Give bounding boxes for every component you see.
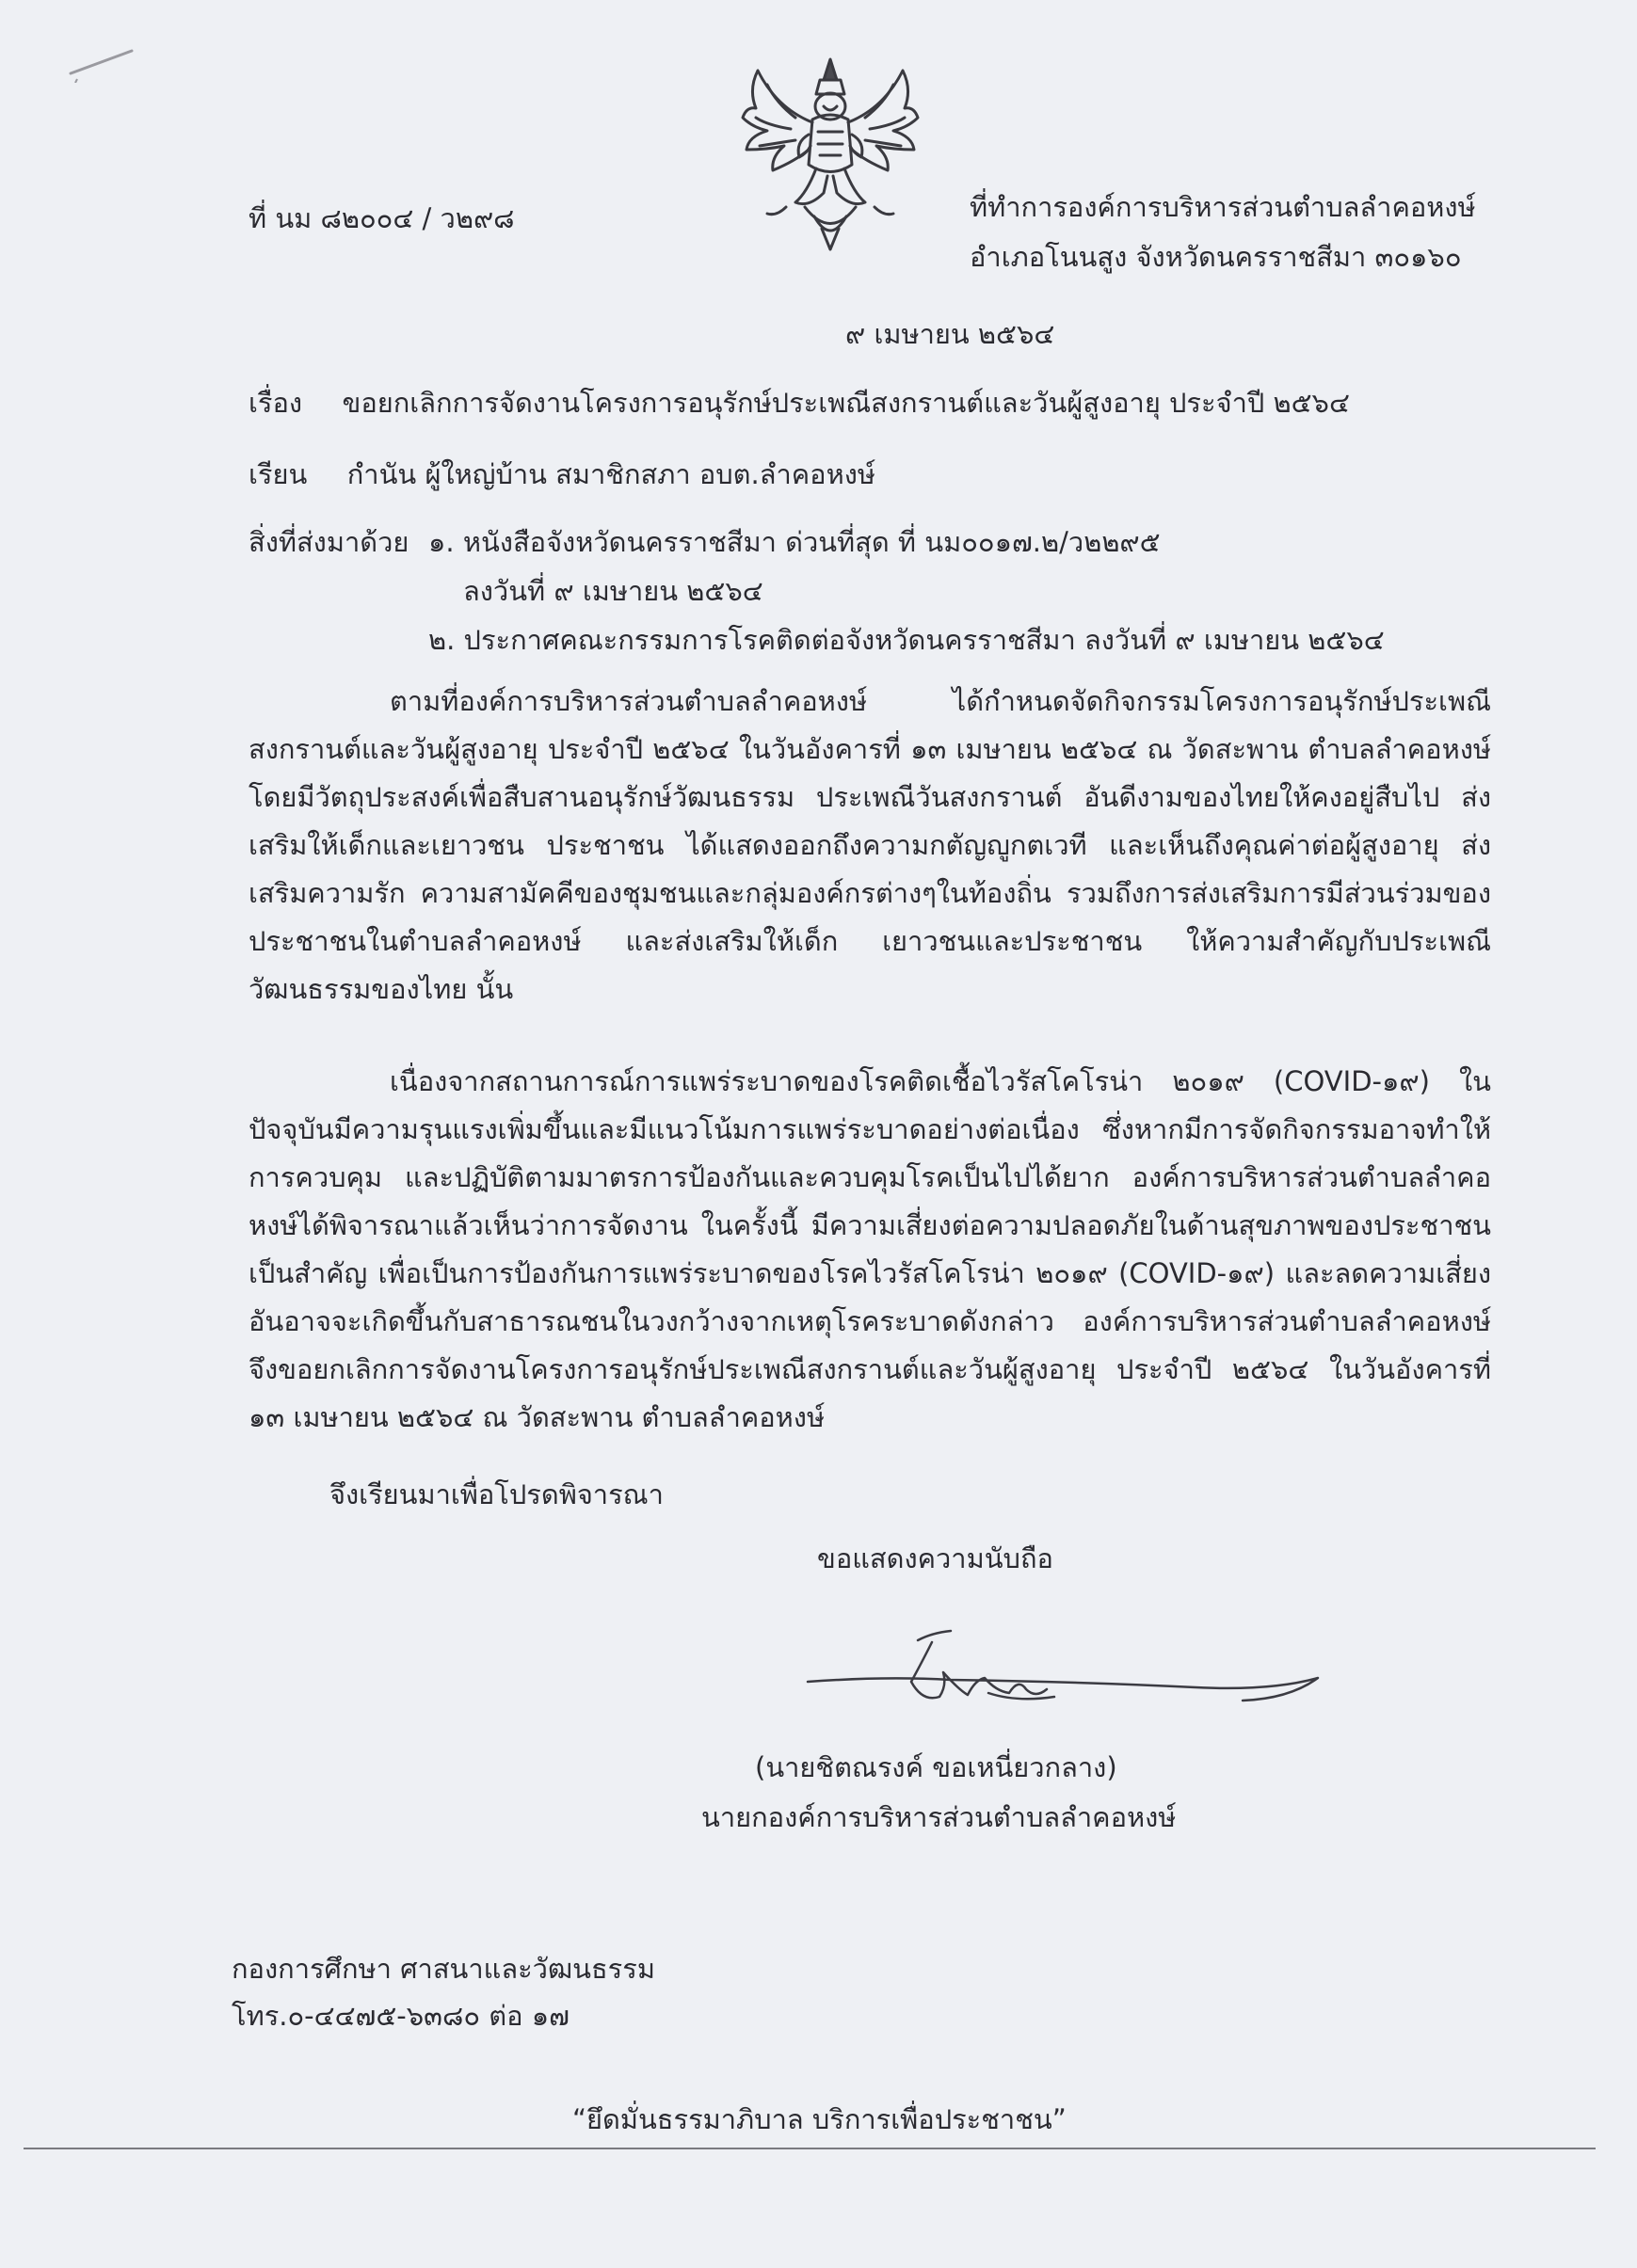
paragraph-1-text: ตามที่องค์การบริหารส่วนตำบลลำคอหงษ์ ได้กำหนดจัดกิจกรรมโครงการอนุรักษ์ประเพณีสงกรานต์และวันผู้สูงอายุ ประจำปี ๒๕๖๔ ในวันอังคารที่ ๑๓ เมษายน ๒๕๖๔ ณ วัดสะพาน ตำบลลำคอหงษ์ โดยมีวัตถุประสงค์เพื่อสืบสานอนุรักษ์วัฒนธรรม ประเพณีวันสงกรานต์ อันดีงามของไทยให้คงอยู่สืบไป ส่งเสริมให้เด็กและเยาวชน ประชาชน ได้แสดงออกถึงความกตัญญูกตเวที และเห็นถึงคุณค่าต่อผู้สูงอายุ ส่งเสริมความรัก ความสามัคคีของชุมชนและกลุ่มองค์กรต่างๆในท้องถิ่น รวมถึงการส่งเสริมการมีส่วนร่วมของประชาชนในตำบลลำคอหงษ์ และส่งเสริมให้เด็ก เยาวชนและประชาชน ให้ความสำคัญกับประเพณี วัฒนธรรมของไทย นั้น <box>249 685 1491 1005</box>
division-name: กองการศึกษา ศาสนาและวัฒนธรรม <box>232 1953 655 1985</box>
paragraph-2-text: เนื่องจากสถานการณ์การแพร่ระบาดของโรคติดเชื้อไวรัสโคโรน่า ๒๐๑๙ (COVID-๑๙) ในปัจจุบันมีความรุนแรงเพิ่มขึ้นและมีแนวโน้มการแพร่ระบาดอย่างต่อเนื่อง ซึ่งหากมีการจัดกิจกรรมอาจทำให้การควบคุม และปฏิบัติตามมาตรการป้องกันและควบคุมโรคเป็นไปได้ยาก องค์การบริหารส่วนตำบลลำคอหงษ์ได้พิจารณาแล้วเห็นว่าการจัดงาน ในครั้งนี้ มีความเสี่ยงต่อความปลอดภัยในด้านสุขภาพของประชาชนเป็นสำคัญ เพื่อเป็นการป้องกันการแพร่ระบาดของโรคไวรัสโคโรน่า ๒๐๑๙ (COVID-๑๙) และลดความเสี่ยงอันอาจจะเกิดขึ้นกับสาธารณชนในวงกว้างจากเหตุโรคระบาดดังกล่าว องค์การบริหารส่วนตำบลลำคอหงษ์จึงขอยกเลิกการจัดงานโครงการอนุรักษ์ประเพณีสงกรานต์และวันผู้สูงอายุ ประจำปี ๒๕๖๔ ในวันอังคารที่ ๑๓ เมษายน ๒๕๖๔ ณ วัดสะพาน ตำบลลำคอหงษ์ <box>249 1065 1491 1433</box>
handwritten-signature <box>800 1623 1327 1727</box>
enclosure-item-1: ๑. หนังสือจังหวัดนครราชสีมา ด่วนที่สุด ที่ นม๐๐๑๗.๒/ว๒๒๙๕ <box>428 526 1161 558</box>
office-address-line2: อำเภอโนนสูง จังหวัดนครราชสีมา ๓๐๑๖๐ <box>970 241 1462 273</box>
enclosure-item-1-date: ลงวันที่ ๙ เมษายน ๒๕๖๔ <box>463 575 763 607</box>
motto: “ยึดมั่นธรรมาภิบาล บริการเพื่อประชาชน” <box>572 2103 1067 2135</box>
enclosures-label: สิ่งที่ส่งมาด้วย <box>249 526 409 558</box>
body-paragraph-2 <box>249 1058 1491 1442</box>
body-paragraph-1 <box>249 678 1491 1014</box>
signatory-name: (นายชิตณรงค์ ขอเหนี่ยวกลาง) <box>755 1751 1117 1783</box>
contact-phone: โทร.๐-๔๔๗๕-๖๓๘๐ ต่อ ๑๗ <box>232 2000 570 2032</box>
closing-line: จึงเรียนมาเพื่อโปรดพิจารณา <box>329 1478 664 1510</box>
garuda-emblem-icon <box>739 52 923 254</box>
subject-text: ขอยกเลิกการจัดงานโครงการอนุรักษ์ประเพณีสงกรานต์และวันผู้สูงอายุ ประจำปี ๒๕๖๔ <box>342 387 1350 419</box>
staple-mark <box>66 45 136 83</box>
office-address-line1: ที่ทำการองค์การบริหารส่วนตำบลลำคอหงษ์ <box>970 191 1476 223</box>
footer-divider <box>24 2148 1596 2149</box>
recipient-label: เรียน <box>249 458 308 490</box>
signatory-position: นายกองค์การบริหารส่วนตำบลลำคอหงษ์ <box>701 1801 1177 1833</box>
subject-line <box>249 384 1350 422</box>
subject-label: เรื่อง <box>249 387 303 419</box>
enclosure-item-2: ๒. ประกาศคณะกรรมการโรคติดต่อจังหวัดนครราชสีมา ลงวันที่ ๙ เมษายน ๒๕๖๔ <box>428 624 1385 656</box>
recipient-text: กำนัน ผู้ใหญ่บ้าน สมาชิกสภา อบต.ลำคอหงษ์ <box>346 458 875 490</box>
reference-number: ที่ นม ๘๒๐๐๔ / ว๒๙๘ <box>249 202 515 234</box>
recipient-line <box>249 455 875 493</box>
letter-date: ๙ เมษายน ๒๕๖๔ <box>845 318 1055 350</box>
regards-line: ขอแสดงความนับถือ <box>817 1542 1053 1574</box>
